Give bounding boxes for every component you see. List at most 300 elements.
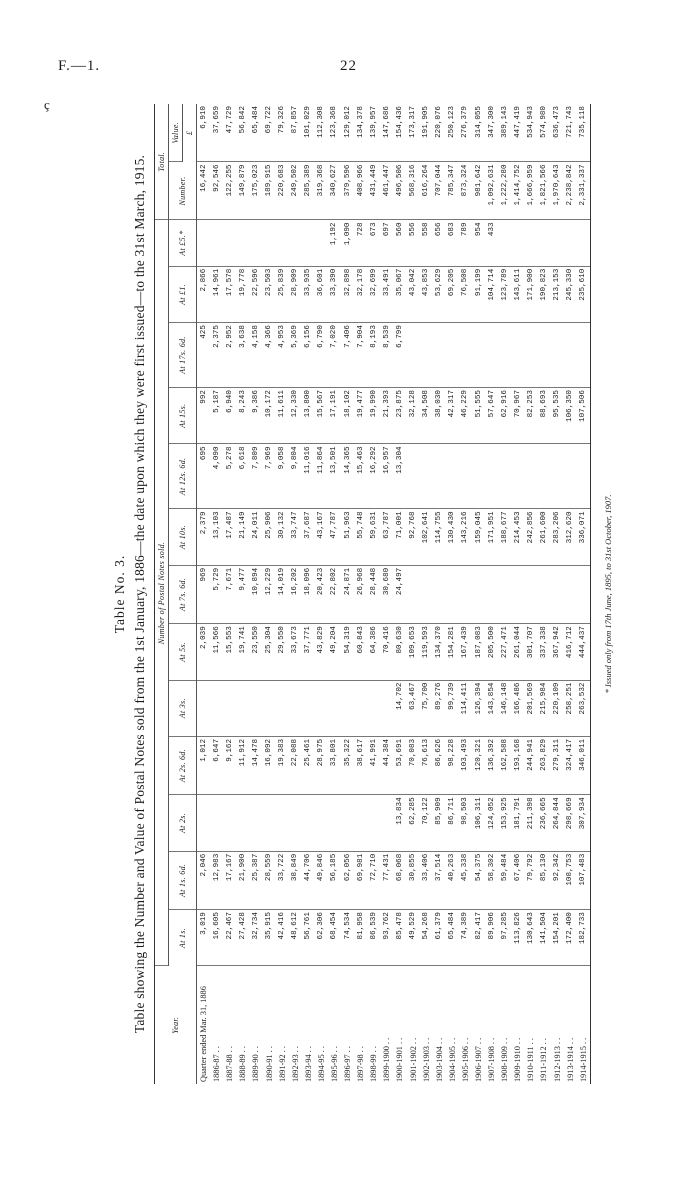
value-cell: 171,900 <box>524 266 537 322</box>
table-row <box>315 104 328 1084</box>
value-cell: 25,304 <box>262 624 275 680</box>
value-cell: 44,706 <box>302 851 315 909</box>
value-cell: 47,787 <box>328 509 341 565</box>
value-cell <box>577 220 591 266</box>
value-cell <box>459 565 472 623</box>
value-cell <box>537 565 550 623</box>
table-row <box>197 104 211 1084</box>
value-cell: 220,076 <box>433 104 446 162</box>
value-cell: 8,539 <box>380 323 393 388</box>
value-cell <box>511 323 524 388</box>
value-cell <box>551 220 564 266</box>
table-label: Table No. 3. <box>112 554 127 634</box>
table-row <box>472 104 485 1084</box>
value-cell: 11,566 <box>210 624 223 680</box>
value-cell: 307,934 <box>577 795 591 851</box>
value-cell: 319,368 <box>315 162 328 220</box>
value-cell: 214,453 <box>511 509 524 565</box>
year-cell: 1896-97 . . <box>343 1046 353 1082</box>
value-cell: 92,342 <box>551 851 564 909</box>
value-cell: 21,393 <box>380 388 393 444</box>
value-cell: 35,322 <box>341 736 354 794</box>
value-cell: 33,491 <box>380 266 393 322</box>
value-cell: 23,503 <box>262 266 275 322</box>
value-cell: 954 <box>472 220 485 266</box>
value-cell: 62,285 <box>407 795 420 851</box>
table-row <box>446 104 459 1084</box>
value-cell: 56,761 <box>302 910 315 966</box>
value-cell: 82,253 <box>524 388 537 444</box>
year-cell: 1898-99 . . <box>369 1046 379 1082</box>
value-cell: 123,368 <box>328 104 341 162</box>
value-cell: 173,317 <box>407 104 420 162</box>
value-cell: 51,555 <box>472 388 485 444</box>
value-cell: 18,102 <box>341 388 354 444</box>
table-row <box>524 104 537 1084</box>
value-cell: 23,550 <box>249 624 262 680</box>
value-cell <box>262 220 275 266</box>
value-cell: 264,844 <box>551 795 564 851</box>
value-cell: 188,677 <box>498 509 511 565</box>
value-cell: 193,168 <box>511 736 524 794</box>
value-cell <box>380 680 393 736</box>
table-row <box>249 104 262 1084</box>
value-cell: 42,317 <box>446 388 459 444</box>
value-cell <box>249 795 262 851</box>
table-row <box>577 104 591 1084</box>
value-cell: 11,864 <box>315 444 328 509</box>
year-cell: 1897-98 . . <box>356 1046 366 1082</box>
value-cell: 70,083 <box>407 736 420 794</box>
value-cell: 33,390 <box>328 266 341 322</box>
value-cell: 130,643 <box>524 910 537 966</box>
year-cell: 1894-95 . . <box>316 1046 326 1082</box>
value-cell <box>472 565 485 623</box>
value-cell: 1,970,643 <box>551 162 564 220</box>
value-cell: 162,588 <box>498 736 511 794</box>
value-cell: 785,347 <box>446 162 459 220</box>
value-cell: 59,631 <box>367 509 380 565</box>
value-cell: 4,953 <box>276 323 289 388</box>
value-cell: 558 <box>420 220 433 266</box>
value-cell: 13,501 <box>328 444 341 509</box>
value-cell: 7,020 <box>328 323 341 388</box>
value-cell: 64,386 <box>367 624 380 680</box>
value-cell <box>459 323 472 388</box>
value-cell: 5,187 <box>210 388 223 444</box>
value-cell: 182,733 <box>577 910 591 966</box>
value-cell: 4,158 <box>249 323 262 388</box>
number-group-header: Number of Postal Notes sold. <box>155 220 169 966</box>
year-cell: 1888-89 . . <box>238 1046 248 1082</box>
value-cell: 367,942 <box>551 624 564 680</box>
value-cell <box>328 680 341 736</box>
value-cell: 85,478 <box>393 910 406 966</box>
total-group-header: Total. <box>155 104 169 220</box>
value-cell <box>367 795 380 851</box>
value-cell <box>551 565 564 623</box>
value-cell: 4,090 <box>210 444 223 509</box>
value-cell: 32,699 <box>367 266 380 322</box>
value-cell <box>577 444 591 509</box>
table-row <box>551 104 564 1084</box>
value-cell: 108,753 <box>564 851 577 909</box>
value-cell: 15,553 <box>223 624 236 680</box>
value-cell: 242,856 <box>524 509 537 565</box>
value-cell <box>315 220 328 266</box>
value-cell: 2,379 <box>197 509 211 565</box>
value-cell: 62,306 <box>315 910 328 966</box>
value-cell: 37,514 <box>433 851 446 909</box>
value-cell: 16,605 <box>210 910 223 966</box>
value-cell: 41,991 <box>367 736 380 794</box>
value-cell: 683 <box>446 220 459 266</box>
value-cell: 154,436 <box>393 104 406 162</box>
value-cell: 301,707 <box>524 624 537 680</box>
value-cell: 33,747 <box>289 509 302 565</box>
value-cell: 16,957 <box>380 444 393 509</box>
value-cell: 23,875 <box>393 388 406 444</box>
value-cell: 114,411 <box>459 680 472 736</box>
value-cell: 69,205 <box>446 266 459 322</box>
value-cell: 38,030 <box>433 388 446 444</box>
value-cell: 2,375 <box>210 323 223 388</box>
value-cell: 5,278 <box>223 444 236 509</box>
value-cell: 340,627 <box>328 162 341 220</box>
value-cell: 72,710 <box>367 851 380 909</box>
value-cell <box>485 323 498 388</box>
value-cell: 190,823 <box>537 266 550 322</box>
value-cell <box>498 323 511 388</box>
value-cell: 9,477 <box>236 565 249 623</box>
value-cell: 4,366 <box>262 323 275 388</box>
value-cell: 38,849 <box>289 851 302 909</box>
value-cell <box>551 444 564 509</box>
value-cell: 2,331,337 <box>577 162 591 220</box>
value-cell <box>407 565 420 623</box>
value-cell: 28,448 <box>367 565 380 623</box>
value-cell: 51,963 <box>341 509 354 565</box>
value-cell: 65,484 <box>249 104 262 162</box>
value-cell: 189,915 <box>262 162 275 220</box>
value-cell: 695 <box>197 444 211 509</box>
value-cell: 76,508 <box>459 266 472 322</box>
value-cell: 1,821,566 <box>537 162 550 220</box>
value-cell: 49,204 <box>328 624 341 680</box>
value-cell: 11,016 <box>302 444 315 509</box>
value-cell: 19,477 <box>354 388 367 444</box>
value-cell: 9,058 <box>276 444 289 509</box>
table-body <box>197 104 591 1084</box>
value-cell: 3,019 <box>197 910 211 966</box>
value-cell <box>485 444 498 509</box>
value-cell <box>223 220 236 266</box>
value-cell: 873,324 <box>459 162 472 220</box>
value-cell: 49,529 <box>407 910 420 966</box>
value-cell: 425 <box>197 323 211 388</box>
value-cell: 389,143 <box>498 104 511 162</box>
value-cell: 14,961 <box>210 266 223 322</box>
value-cell: 29,550 <box>276 624 289 680</box>
value-cell: 6,618 <box>236 444 249 509</box>
year-cell: 1911-1912 . . <box>539 1038 549 1082</box>
value-cell <box>210 795 223 851</box>
value-cell: 112,308 <box>315 104 328 162</box>
value-cell <box>407 444 420 509</box>
value-cell: 220,683 <box>276 162 289 220</box>
value-cell <box>524 444 537 509</box>
column-header: At 12s. 6d. <box>169 444 197 509</box>
value-cell <box>223 680 236 736</box>
value-cell: 32,128 <box>407 388 420 444</box>
value-cell <box>341 795 354 851</box>
value-cell: 43,042 <box>407 266 420 322</box>
value-cell: 113,826 <box>511 910 524 966</box>
value-cell: 55,748 <box>354 509 367 565</box>
value-cell: 263,532 <box>577 680 591 736</box>
value-cell: 71,001 <box>393 509 406 565</box>
value-cell: 36,601 <box>315 266 328 322</box>
value-cell: 53,691 <box>393 736 406 794</box>
value-cell: 104,714 <box>485 266 498 322</box>
rotated-table-block <box>112 104 613 1084</box>
value-cell: 187,083 <box>472 624 485 680</box>
value-cell: 68,454 <box>328 910 341 966</box>
value-cell <box>498 444 511 509</box>
value-cell: 14,478 <box>249 736 262 794</box>
value-cell <box>302 680 315 736</box>
value-cell: 6,790 <box>315 323 328 388</box>
value-cell <box>341 680 354 736</box>
year-cell: 1887-88 . . <box>225 1046 235 1082</box>
value-cell: 153,925 <box>498 795 511 851</box>
value-cell: 16,442 <box>197 162 211 220</box>
value-cell: 88,693 <box>537 388 550 444</box>
value-cell: 24,011 <box>249 509 262 565</box>
value-cell: 261,044 <box>511 624 524 680</box>
value-cell: 56,842 <box>236 104 249 162</box>
value-cell: 12,983 <box>210 851 223 909</box>
value-cell: 6,156 <box>302 323 315 388</box>
total-value-header: Value. <box>169 104 183 162</box>
value-cell: 67,406 <box>511 851 524 909</box>
value-cell: 122,255 <box>223 162 236 220</box>
value-cell: 697 <box>380 220 393 266</box>
value-cell: 79,326 <box>276 104 289 162</box>
value-cell: 13,800 <box>302 388 315 444</box>
value-cell <box>262 680 275 736</box>
value-cell: 3,638 <box>236 323 249 388</box>
value-cell: 58,302 <box>485 851 498 909</box>
value-cell: 93,762 <box>380 910 393 966</box>
value-cell <box>433 323 446 388</box>
column-header: At 5s. <box>169 624 197 680</box>
value-cell: 76,613 <box>420 736 433 794</box>
table-row <box>223 104 236 1084</box>
value-cell: 2,238,842 <box>564 162 577 220</box>
value-cell: 85,130 <box>537 851 550 909</box>
value-cell: 12,229 <box>262 565 275 623</box>
value-cell: 312,620 <box>564 509 577 565</box>
value-cell: 37,687 <box>302 509 315 565</box>
value-cell: 75,700 <box>420 680 433 736</box>
value-cell: 63,787 <box>380 509 393 565</box>
value-cell: 6,910 <box>197 104 211 162</box>
value-cell <box>276 795 289 851</box>
value-cell: 14,702 <box>393 680 406 736</box>
value-cell: 6,940 <box>223 388 236 444</box>
value-cell <box>537 444 550 509</box>
value-cell <box>302 220 315 266</box>
year-cell: 1895-96 . . <box>329 1046 339 1082</box>
value-cell: 97,285 <box>498 910 511 966</box>
value-cell: 22,802 <box>328 565 341 623</box>
value-cell: 981,642 <box>472 162 485 220</box>
value-cell: 21,900 <box>236 851 249 909</box>
value-cell: 285,389 <box>302 162 315 220</box>
value-cell: 106,311 <box>472 795 485 851</box>
table-row <box>511 104 524 1084</box>
value-cell: 616,264 <box>420 162 433 220</box>
value-cell: 126,394 <box>472 680 485 736</box>
year-cell: 1906-1907 . . <box>474 1037 484 1082</box>
value-cell: 77,431 <box>380 851 393 909</box>
value-cell: 314,055 <box>472 104 485 162</box>
year-cell: 1890-91 . . <box>264 1046 274 1082</box>
value-cell: 14,365 <box>341 444 354 509</box>
value-cell: 54,319 <box>341 624 354 680</box>
value-cell <box>459 444 472 509</box>
value-cell: 154,201 <box>551 910 564 966</box>
value-cell: 28,559 <box>262 851 275 909</box>
value-cell: 721,743 <box>564 104 577 162</box>
year-cell: 1914-1915 . . <box>577 966 591 1084</box>
value-cell <box>328 795 341 851</box>
table-row <box>433 104 446 1084</box>
value-cell: 44,384 <box>380 736 393 794</box>
value-cell: 171,951 <box>485 509 498 565</box>
value-cell: 60,843 <box>354 624 367 680</box>
value-cell <box>564 323 577 388</box>
column-header: At 7s. 6d. <box>169 565 197 623</box>
value-cell: 43,853 <box>420 266 433 322</box>
value-cell: 263,829 <box>537 736 550 794</box>
value-cell <box>276 680 289 736</box>
value-cell: 30,680 <box>380 565 393 623</box>
value-cell <box>472 444 485 509</box>
value-cell: 13,834 <box>393 795 406 851</box>
table-row <box>236 104 249 1084</box>
value-cell <box>302 795 315 851</box>
table-row <box>354 104 367 1084</box>
value-cell: 134,370 <box>433 624 446 680</box>
value-cell: 416,712 <box>564 624 577 680</box>
value-cell: 2,046 <box>197 851 211 909</box>
value-cell: 91,199 <box>472 266 485 322</box>
value-cell: 56,185 <box>328 851 341 909</box>
value-cell: 9,804 <box>289 444 302 509</box>
value-cell: 87,857 <box>289 104 302 162</box>
value-cell <box>537 220 550 266</box>
table-row <box>210 104 223 1084</box>
value-cell: 37,659 <box>210 104 223 162</box>
value-cell <box>498 220 511 266</box>
value-cell: 7,671 <box>223 565 236 623</box>
value-cell <box>249 220 262 266</box>
value-cell: 236,665 <box>537 795 550 851</box>
value-cell: 62,916 <box>498 388 511 444</box>
value-cell: 74,534 <box>341 910 354 966</box>
value-cell: 444,437 <box>577 624 591 680</box>
value-cell: 2,039 <box>197 624 211 680</box>
value-cell: 92,546 <box>210 162 223 220</box>
value-cell <box>380 795 393 851</box>
column-header: At £1. <box>169 266 197 322</box>
table-row <box>564 104 577 1084</box>
value-cell <box>446 323 459 388</box>
value-cell: 7,406 <box>341 323 354 388</box>
value-cell: 1,192 <box>328 220 341 266</box>
value-cell <box>524 565 537 623</box>
table-row <box>367 104 380 1084</box>
table-row <box>341 104 354 1084</box>
table-caption: Table showing the Number and Value of Postal Notes sold from the 1st January, 1886—the date upon which they were first issued—to the 31st March, 1915. <box>132 154 147 1034</box>
value-cell: 279,311 <box>551 736 564 794</box>
value-cell: 1,090 <box>341 220 354 266</box>
value-cell <box>236 680 249 736</box>
year-cell: 1886-87 . . <box>212 1046 222 1082</box>
value-cell: 32,898 <box>341 266 354 322</box>
value-cell: 141,504 <box>537 910 550 966</box>
value-cell: 636,473 <box>551 104 564 162</box>
value-cell: 1,666,959 <box>524 162 537 220</box>
value-cell <box>420 565 433 623</box>
value-cell: 69,981 <box>354 851 367 909</box>
column-header: At 17s. 6d. <box>169 323 197 388</box>
value-cell: 136,392 <box>485 736 498 794</box>
value-cell: 11,912 <box>236 736 249 794</box>
value-cell: 15,463 <box>354 444 367 509</box>
value-cell: 728 <box>354 220 367 266</box>
year-cell: 1900-1901 . . <box>395 1037 405 1082</box>
value-cell: 461,447 <box>380 162 393 220</box>
value-cell: 43,829 <box>315 624 328 680</box>
value-cell: 1,092,631 <box>485 162 498 220</box>
value-cell: 201,569 <box>524 680 537 736</box>
value-cell: 159,045 <box>472 509 485 565</box>
value-cell: 80,630 <box>393 624 406 680</box>
value-cell: 124,052 <box>485 795 498 851</box>
table-row <box>485 104 498 1084</box>
value-cell: 13,103 <box>210 509 223 565</box>
value-cell: 336,071 <box>577 509 591 565</box>
value-cell: 95,535 <box>551 388 564 444</box>
value-cell: 9,386 <box>249 388 262 444</box>
value-cell: 7,969 <box>262 444 275 509</box>
table-row <box>407 104 420 1084</box>
value-cell: 191,905 <box>420 104 433 162</box>
year-header: Year. <box>155 966 197 1084</box>
value-cell: 789 <box>459 220 472 266</box>
margin-mark: ç <box>44 97 50 112</box>
value-cell: 227,471 <box>498 624 511 680</box>
value-cell <box>236 220 249 266</box>
column-header: At 1s. <box>169 910 197 966</box>
value-cell <box>524 220 537 266</box>
value-cell: 143,216 <box>459 509 472 565</box>
value-cell: 5,729 <box>210 565 223 623</box>
total-number-header: Number. <box>169 162 197 220</box>
